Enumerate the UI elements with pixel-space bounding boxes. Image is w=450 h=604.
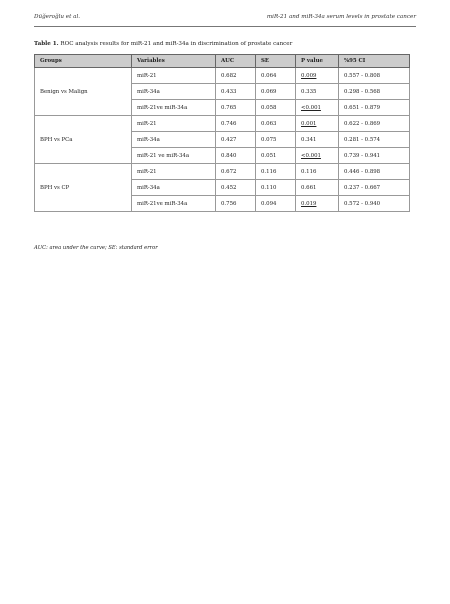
se-cell: 0.063 (256, 116, 296, 132)
se-cell: 0.094 (256, 196, 296, 212)
p-value-significant: 0.009 (301, 72, 317, 79)
p-value-cell: 0.335 (296, 84, 339, 100)
auc-cell: 0.427 (216, 132, 256, 148)
table-caption (34, 41, 292, 47)
ci-cell: 0.557 - 0.808 (339, 68, 410, 84)
auc-cell: 0.452 (216, 180, 256, 196)
variable-cell: miR-21 (132, 164, 216, 180)
group-cell: BPH vs CP (35, 164, 132, 212)
p-value-cell: 0.116 (296, 164, 339, 180)
variable-cell: miR-34a (132, 84, 216, 100)
se-cell: 0.058 (256, 100, 296, 116)
table-row (35, 116, 410, 132)
p-value-cell: 0.341 (296, 132, 339, 148)
variable-cell: miR-21 (132, 116, 216, 132)
variable-cell: miR-21 ve miR-34a (132, 148, 216, 164)
ci-cell: 0.446 - 0.898 (339, 164, 410, 180)
table-row (35, 68, 410, 84)
se-cell: 0.069 (256, 84, 296, 100)
ci-cell: 0.237 - 0.667 (339, 180, 410, 196)
variable-cell: miR-21 (132, 68, 216, 84)
auc-cell: 0.756 (216, 196, 256, 212)
auc-cell: 0.672 (216, 164, 256, 180)
variable-cell: miR-34a (132, 132, 216, 148)
p-value-cell: 0.661 (296, 180, 339, 196)
ci-cell: 0.622 - 0.869 (339, 116, 410, 132)
auc-cell: 0.433 (216, 84, 256, 100)
p-value-significant: 0.001 (301, 120, 317, 127)
variable-cell: miR-21ve miR-34a (132, 196, 216, 212)
table-footnote: AUC: area under the curve; SE: standard error (34, 245, 158, 251)
header-title: miR-21 and miR-34a serum levels in prostate cancer (266, 14, 416, 20)
running-header (34, 14, 416, 27)
se-cell: 0.075 (256, 132, 296, 148)
p-value-cell (296, 196, 339, 212)
group-cell: BPH vs PCa (35, 116, 132, 164)
col-header-variables: Variables (132, 55, 216, 68)
p-value-significant: 0.019 (301, 200, 317, 207)
se-cell: 0.110 (256, 180, 296, 196)
se-cell: 0.064 (256, 68, 296, 84)
ci-cell: 0.739 - 0.941 (339, 148, 410, 164)
se-cell: 0.116 (256, 164, 296, 180)
variable-cell: miR-21ve miR-34a (132, 100, 216, 116)
table-row (35, 164, 410, 180)
col-header-ci: %95 CI (339, 55, 410, 68)
table-header-row (35, 55, 410, 68)
table-caption-label: Table 1. (34, 41, 59, 47)
header-authors: Düğeroğlu et al. (34, 14, 81, 20)
p-value-significant: <0.001 (301, 104, 321, 111)
roc-results-table (34, 54, 410, 212)
p-value-cell (296, 100, 339, 116)
ci-cell: 0.651 - 0.879 (339, 100, 410, 116)
table-caption-text: ROC analysis results for miR-21 and miR-34a in discrimination of prostate cancer (58, 41, 293, 47)
col-header-auc: AUC (216, 55, 256, 68)
col-header-groups: Groups (35, 55, 132, 68)
col-header-se: SE (256, 55, 296, 68)
auc-cell: 0.765 (216, 100, 256, 116)
table-body (35, 68, 410, 212)
auc-cell: 0.746 (216, 116, 256, 132)
group-cell: Benign vs Malign (35, 68, 132, 116)
ci-cell: 0.572 - 0.940 (339, 196, 410, 212)
p-value-cell (296, 148, 339, 164)
col-header-p-value: P value (296, 55, 339, 68)
p-value-cell (296, 116, 339, 132)
se-cell: 0.051 (256, 148, 296, 164)
p-value-cell (296, 68, 339, 84)
p-value-significant: <0.001 (301, 152, 321, 159)
auc-cell: 0.840 (216, 148, 256, 164)
ci-cell: 0.281 - 0.574 (339, 132, 410, 148)
auc-cell: 0.682 (216, 68, 256, 84)
variable-cell: miR-34a (132, 180, 216, 196)
ci-cell: 0.298 - 0.568 (339, 84, 410, 100)
